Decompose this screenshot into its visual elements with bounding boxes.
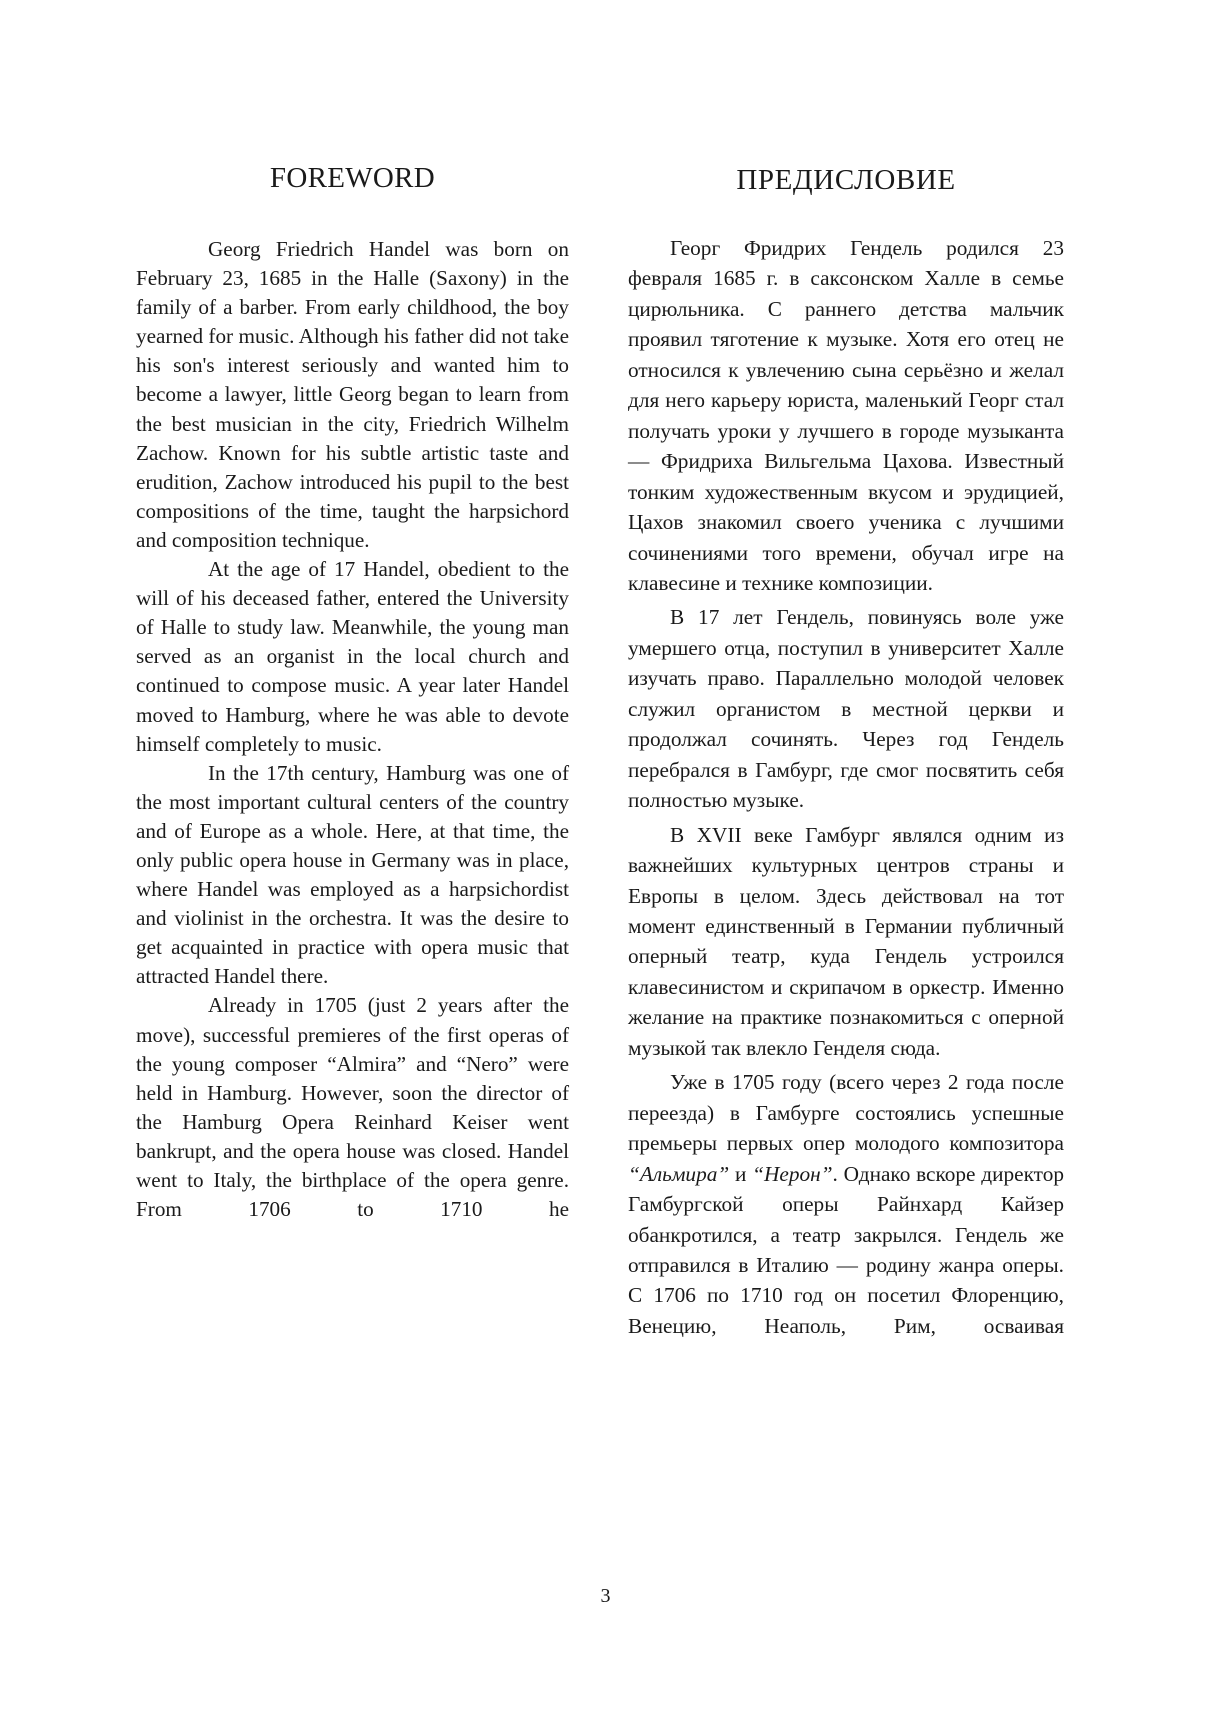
- opera-title-neron: “Нерон”: [752, 1161, 833, 1186]
- russian-heading: ПРЕДИСЛОВИЕ: [736, 164, 956, 196]
- english-paragraph-1: Georg Friedrich Handel was born on February 23, 1685 in the Halle (Saxony) in the family of a barber. From early childhood, the boy yearned for music. Although his father did not take his son's interest seriously and wanted him to become a lawyer, little Georg began to learn from the best musician in the city, Friedrich Wilhelm Zachow. Known for his subtle artistic taste and erudition, Zachow introduced his pupil to the best compositions of the time, taught the harpsichord and composition technique.: [136, 237, 569, 552]
- page-number: 3: [600, 1585, 611, 1607]
- russian-body: [628, 233, 1064, 1341]
- english-heading: FOREWORD: [269, 162, 436, 194]
- english-paragraph-2: At the age of 17 Handel, obedient to the will of his deceased father, entered the University of Halle to study law. Meanwhile, the young man served as an organist in the local church and continued to compose music. A year later Handel moved to Hamburg, where he was able to devote himself completely to music.: [136, 557, 569, 756]
- english-paragraph-4: Already in 1705 (just 2 years after the move), successful premieres of the first operas of the young composer “Almira” and “Nero” were held in Hamburg. However, soon the director of the Hamburg Opera Reinhard Keiser went bankrupt, and the opera house was closed. Handel went to Italy, the birthplace of the opera genre. From 1706 to 1710 he: [136, 993, 569, 1222]
- russian-paragraph-4-text-b: и: [729, 1161, 753, 1186]
- opera-title-almira: “Альмира”: [628, 1161, 730, 1186]
- russian-paragraph-2: В 17 лет Гендель, повинуясь воле уже умершего отца, поступил в университет Халле изучать право. Параллельно молодой человек служил органистом в местной церкви и продолжал сочинять. Через год Гендель перебрался в Гамбург, где смог посвятить себя полностью музыке.: [628, 605, 1064, 813]
- russian-paragraph-1: Георг Фридрих Гендель родился 23 февраля 1685 г. в саксонском Халле в семье цирюльника. С раннего детства мальчик проявил тяготение к музыке. Хотя его отец не относился к увлечению сына серьёзно и желал для него карьеру юриста, маленький Георг стал получать уроки у лучшего в городе музыканта — Фридриха Вильгельма Цахова. Известный тонким художественным вкусом и эрудицией, Цахов знакомил своего ученика с лучшими сочинениями того времени, обучал игре на клавесине и технике композиции.: [628, 236, 1064, 595]
- english-body: [136, 235, 569, 1224]
- english-paragraph-3: In the 17th century, Hamburg was one of the most important cultural centers of the country and of Europe as a whole. Here, at that time, the only public opera house in Germany was in place, where Handel was employed as a harpsichordist and violinist in the orchestra. It was the desire to get acquainted in practice with opera music that attracted Handel there.: [136, 760, 569, 989]
- russian-paragraph-4-text-c: . Однако вскоре директор Гамбургской оперы Райнхард Кайзер обанкротился, а театр закрылся. Гендель же отправился в Италию — родину жанра оперы. С 1706 по 1710 год он посетил Флоренцию, Венецию, Неаполь, Рим, осваивая: [628, 1161, 1064, 1338]
- russian-paragraph-4-text-a: Уже в 1705 году (всего через 2 года после переезда) в Гамбурге состоялись успешные премьеры первых опер молодого композитора: [628, 1070, 1064, 1156]
- russian-paragraph-4: [628, 1067, 1064, 1341]
- russian-paragraph-3: В XVII веке Гамбург являлся одним из важнейших культурных центров страны и Европы в целом. Здесь действовал на тот момент единственный в Германии публичный оперный театр, куда Гендель устроился клавесинистом и скрипачом в оркестр. Именно желание на практике познакомиться с оперной музыкой так влекло Генделя сюда.: [628, 822, 1064, 1060]
